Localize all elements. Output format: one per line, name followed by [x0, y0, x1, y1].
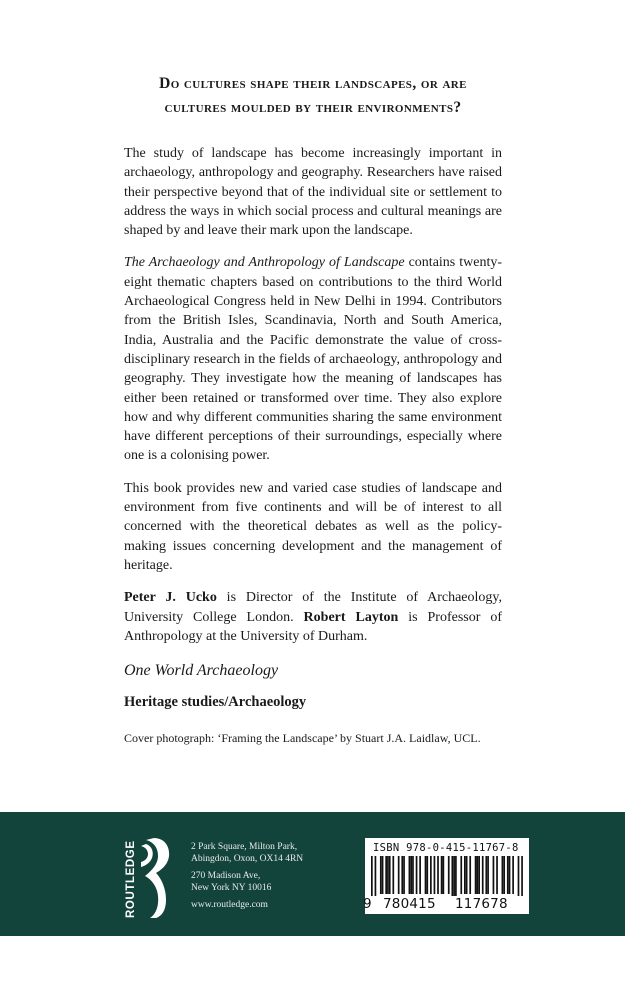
barcode-bar [477, 856, 479, 894]
barcode-digit-first: 9 [363, 896, 372, 912]
publisher-addresses [191, 842, 303, 912]
barcode-bar [460, 856, 462, 894]
book-description: contains twenty-eight thematic chapters based on contributions to the third World Archaeological Congress held in New Delhi in 1994. Contributors from the British Isles, Scandinavia, North and South America, India, Australia and the Pacific demonstrate the value of cross-disciplinary research in the fields of archaeology, anthropology and geography. They investigate how the meaning of landscapes has either been retained or transformed over time. They also explore how and why different communities sharing the same environment have different perceptions of their surroundings, especially where one is a colonising power. [124, 255, 503, 464]
author-name-ucko: Peter J. Ucko [124, 590, 217, 606]
barcode-bar [385, 856, 387, 894]
barcode-bar [419, 856, 421, 894]
barcode-bar [493, 856, 495, 894]
barcode-bar [496, 856, 498, 894]
barcode-bar [521, 856, 523, 896]
barcode-bar [455, 856, 457, 896]
barcode-bar [475, 856, 477, 894]
audience-paragraph: This book provides new and varied case studies of landscape and environment from five continents and will be of interest to all concerned with the theoretical debates as well as the policy-making issues concerning development and the management of heritage. [124, 480, 502, 573]
barcode-bar [392, 856, 394, 894]
barcode-bar [448, 856, 450, 894]
barcode-bar [441, 856, 443, 894]
barcode-bar [437, 856, 439, 894]
barcode-bar [485, 856, 487, 894]
barcode-bar [382, 856, 384, 894]
author-desc-ucko: is Director of the Institute of Archaeology, University College London. [124, 590, 502, 625]
headline [112, 72, 514, 120]
barcode-bar [426, 856, 428, 894]
book-title: The Archaeology and Anthropology of Landscape [124, 255, 405, 271]
headline-line-1: Do cultures shape their landscapes, or are [159, 75, 467, 92]
author-name-layton: Robert Layton [303, 609, 399, 625]
barcode-bar [410, 856, 412, 894]
series-name: One World Archaeology [124, 662, 279, 680]
barcode-bar [466, 856, 468, 894]
back-cover-text [124, 72, 502, 746]
barcode-bar [380, 856, 382, 894]
headline-line-2: cultures moulded by their environments? [164, 99, 462, 116]
publisher-footer [0, 812, 625, 936]
barcode-bar [371, 856, 373, 896]
address-us-line-1: 270 Madison Ave, [191, 871, 261, 881]
barcode-digits-right: 117678 [455, 896, 508, 912]
publisher-website: www.routledge.com [191, 900, 268, 910]
subject-category: Heritage studies/Archaeology [124, 694, 307, 711]
barcode-bar [401, 856, 403, 894]
routledge-logo-text: ROUTLEDGE [125, 840, 137, 918]
address-uk-line-2: Abingdon, Oxon, OX14 4RN [191, 853, 304, 864]
barcode-bar [478, 856, 480, 894]
authors-paragraph [124, 588, 502, 646]
barcode-bar [507, 856, 509, 894]
barcode-bar [403, 856, 405, 894]
address-uk-line-1: 2 Park Square, Milton Park, [191, 842, 298, 852]
intro-paragraph: The study of landscape has become increasingly important in archaeology, anthropology and geography. Researchers have raised their perspective beyond that of the individual site or settlement to address the ways in which social process and cultural meanings are shaped by and leave their mark upon the landscape. [124, 146, 502, 239]
barcode-bar [389, 856, 391, 894]
barcode-bars [371, 856, 523, 896]
barcode-bar [416, 856, 418, 894]
barcode-bar [387, 856, 389, 894]
barcode-bar [509, 856, 511, 894]
barcode-bar [464, 856, 466, 894]
barcode-bar [503, 856, 505, 894]
barcode-bar [425, 856, 427, 894]
barcode-bar [443, 856, 445, 894]
barcode-bar [487, 856, 489, 894]
author-desc-layton: is Professor of Anthropology at the University of Durham. [124, 609, 503, 644]
barcode-bar [512, 856, 514, 894]
barcode-bar [430, 856, 432, 894]
barcode-bar [434, 856, 436, 894]
barcode-bar [398, 856, 400, 894]
barcode-digits-left: 780415 [383, 896, 436, 912]
barcode-bar [518, 856, 520, 896]
barcode-bar [412, 856, 414, 894]
isbn-label: ISBN 978-0-415-11767-8 [373, 842, 519, 854]
barcode-bar [453, 856, 455, 896]
barcode-bar [502, 856, 504, 894]
address-us-line-2: New York NY 10016 [191, 882, 272, 893]
barcode-bar [375, 856, 377, 896]
routledge-logo-icon [120, 832, 178, 922]
cover-credit: Cover photograph: ‘Framing the Landscape’ by Stuart J.A. Laidlaw, UCL. [124, 731, 481, 746]
barcode-bar [409, 856, 411, 894]
book-description-paragraph [124, 253, 502, 465]
barcode-bar [482, 856, 484, 894]
barcode-bar [451, 856, 453, 896]
isbn-barcode [365, 838, 529, 914]
barcode-bar [469, 856, 471, 894]
